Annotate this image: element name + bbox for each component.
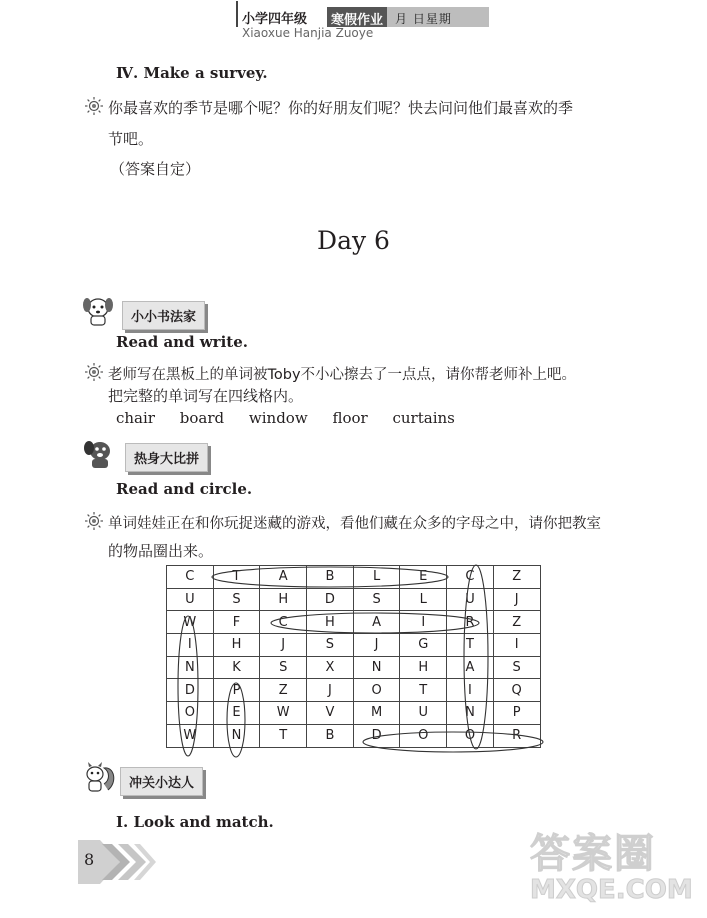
grid-cell: A <box>447 656 494 679</box>
grid-cell: L <box>353 566 400 589</box>
letter-grid <box>166 565 541 748</box>
warmup-instruction-line1: 单词娃娃正在和你玩捉迷藏的游戏，看他们藏在众多的字母之中，请你把教室 <box>108 516 601 532</box>
squirrel-icon <box>80 760 118 794</box>
header-divider <box>236 1 238 27</box>
grid-cell: S <box>353 588 400 611</box>
word-item: board <box>179 409 225 427</box>
day-title: Day 6 <box>317 226 390 255</box>
grid-cell: S <box>260 656 307 679</box>
grid-cell: Z <box>260 679 307 702</box>
bulb-icon <box>84 96 104 116</box>
grid-row <box>167 702 541 725</box>
warmup-task: Read and circle. <box>116 480 253 498</box>
watermark-logo <box>530 822 693 912</box>
grid-cell: P <box>213 679 260 702</box>
grid-cell: I <box>493 634 540 657</box>
grid-cell: W <box>167 611 214 634</box>
grid-row <box>167 588 541 611</box>
puppy-icon <box>80 294 116 328</box>
grid-cell: J <box>307 679 354 702</box>
calligraphy-instruction-line1: 老师写在黑板上的单词被Toby不小心擦去了一点点，请你帮老师补上吧。 <box>108 367 577 383</box>
grid-cell: H <box>213 634 260 657</box>
bulb-icon <box>84 511 104 531</box>
grid-row <box>167 566 541 589</box>
challenge-task: Ⅰ. Look and match. <box>116 813 274 831</box>
grid-cell: Z <box>493 566 540 589</box>
watermark-url: MXQE.COM <box>530 875 693 905</box>
calligraphy-task: Read and write. <box>116 333 248 351</box>
grid-cell: B <box>307 724 354 747</box>
grid-cell: U <box>447 588 494 611</box>
grid-cell: I <box>167 634 214 657</box>
grid-cell: J <box>260 634 307 657</box>
grid-cell: T <box>260 724 307 747</box>
grid-cell: A <box>353 611 400 634</box>
header-grade: 小学四年级 <box>242 12 308 27</box>
grid-cell: N <box>167 656 214 679</box>
page-number: 8 <box>84 850 95 869</box>
word-item: curtains <box>392 409 455 427</box>
grid-cell: D <box>167 679 214 702</box>
grid-cell: O <box>353 679 400 702</box>
grid-cell: N <box>213 724 260 747</box>
grid-row <box>167 679 541 702</box>
grid-row <box>167 634 541 657</box>
grid-cell: T <box>447 634 494 657</box>
grid-cell: B <box>307 566 354 589</box>
header-pinyin: Xiaoxue Hanjia Zuoye <box>242 26 374 40</box>
grid-cell: H <box>400 656 447 679</box>
survey-title: Ⅳ. Make a survey. <box>116 64 268 82</box>
survey-answer: （答案自定） <box>110 160 201 178</box>
word-item: floor <box>332 409 368 427</box>
grid-row <box>167 656 541 679</box>
grid-cell: E <box>213 702 260 725</box>
grid-cell: C <box>260 611 307 634</box>
grid-cell: S <box>493 656 540 679</box>
grid-cell: R <box>493 724 540 747</box>
grid-cell: C <box>447 566 494 589</box>
grid-cell: V <box>307 702 354 725</box>
warmup-instruction-line2: 的物品圈出来。 <box>108 542 214 560</box>
dog-icon <box>80 436 118 470</box>
word-item: window <box>248 409 308 427</box>
grid-cell: P <box>493 702 540 725</box>
grid-cell: S <box>307 634 354 657</box>
grid-cell: Q <box>493 679 540 702</box>
grid-cell: A <box>260 566 307 589</box>
grid-cell: N <box>447 702 494 725</box>
grid-cell: W <box>167 724 214 747</box>
grid-cell: G <box>400 634 447 657</box>
grid-cell: I <box>447 679 494 702</box>
word-list <box>116 409 475 427</box>
grid-cell: W <box>260 702 307 725</box>
grid-cell: D <box>307 588 354 611</box>
survey-instruction-line1: 你最喜欢的季节是哪个呢？你的好朋友们呢？快去问问他们最喜欢的季 <box>108 99 574 117</box>
grid-cell: Z <box>493 611 540 634</box>
header-book: 寒假作业 <box>327 7 387 27</box>
grid-cell: T <box>213 566 260 589</box>
grid-cell: U <box>167 588 214 611</box>
warmup-badge: 热身大比拼 <box>125 443 208 472</box>
grid-cell: L <box>400 588 447 611</box>
grid-cell: C <box>167 566 214 589</box>
grid-cell: X <box>307 656 354 679</box>
grid-cell: F <box>213 611 260 634</box>
challenge-badge: 冲关小达人 <box>120 767 203 796</box>
grid-cell: R <box>447 611 494 634</box>
grid-cell: E <box>400 566 447 589</box>
grid-cell: H <box>260 588 307 611</box>
grid-cell: M <box>353 702 400 725</box>
calligraphy-instruction-line2: 把完整的单词写在四线格内。 <box>108 387 304 405</box>
grid-cell: S <box>213 588 260 611</box>
grid-cell: U <box>400 702 447 725</box>
grid-cell: J <box>353 634 400 657</box>
grid-row <box>167 724 541 747</box>
grid-cell: I <box>400 611 447 634</box>
grid-cell: K <box>213 656 260 679</box>
grid-cell: H <box>307 611 354 634</box>
header-box <box>327 7 489 27</box>
header-date-line: 月 日星期 <box>387 7 489 27</box>
grid-cell: J <box>493 588 540 611</box>
watermark-text: 答案圈 <box>530 831 656 877</box>
grid-cell: O <box>447 724 494 747</box>
grid-cell: O <box>400 724 447 747</box>
word-item: chair <box>116 409 155 427</box>
grid-cell: O <box>167 702 214 725</box>
survey-instruction-line2: 节吧。 <box>108 130 154 148</box>
grid-row <box>167 611 541 634</box>
bulb-icon <box>84 362 104 382</box>
grid-cell: N <box>353 656 400 679</box>
grid-cell: D <box>353 724 400 747</box>
grid-cell: T <box>400 679 447 702</box>
calligraphy-badge: 小小书法家 <box>122 301 205 330</box>
